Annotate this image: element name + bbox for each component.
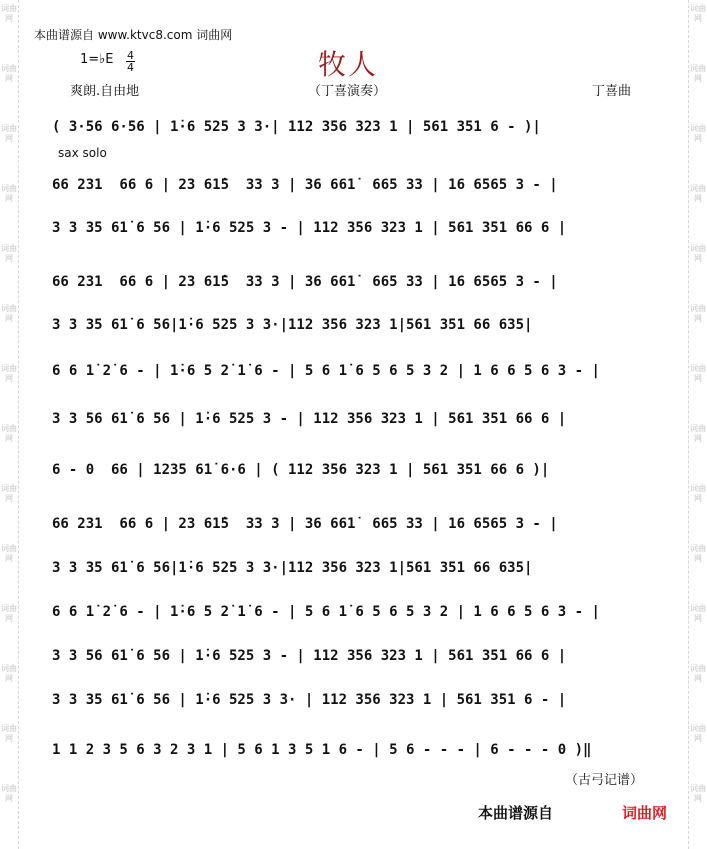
notation-row: 6 - 0 66 | 1235 61̇ 6·6 | ( 112 356 323 1 | 561 351 66 6 )| <box>52 462 550 478</box>
watermark-text: 词曲网 <box>1 664 17 683</box>
left-margin-watermark <box>0 0 19 849</box>
watermark-text: 词曲网 <box>1 484 17 503</box>
watermark-text: 词曲网 <box>690 4 706 23</box>
watermark-text: 词曲网 <box>1 424 17 443</box>
watermark-text: 词曲网 <box>1 604 17 623</box>
notation-row: 66 231 66 6 | 23 61̇5 33 3 | 36 661̇ 665 33 | 16 6565 3 - | <box>52 177 558 193</box>
watermark-text: 词曲网 <box>690 244 706 263</box>
notation-row: 3 3 56 61̇ 6 56 | 1̇·6 525 3 - | 112 356 323 1 | 561 351 66 6 | <box>52 648 567 664</box>
notation-row: 6 6 1̇ 2̇ 6 - | 1̇·6 5 2̇ 1̇ 6 - | 5 6 1̇ 6 5 6 5 3 2 | 1 6 6 5 6 3 - | <box>52 604 600 620</box>
watermark-text: 词曲网 <box>1 244 17 263</box>
watermark-text: 词曲网 <box>690 724 706 743</box>
notation-row: 3 3 35 61̇ 6 56 | 1̇·6 525 3 - | 112 356 323 1 | 561 351 66 6 | <box>52 220 567 236</box>
watermark-text: 词曲网 <box>1 304 17 323</box>
notation-row: 6 6 1̇ 2̇ 6 - | 1̇·6 5 2̇ 1̇ 6 - | 5 6 1̇ 6 5 6 5 3 2 | 1 6 6 5 6 3 - | <box>52 363 600 379</box>
tempo-marking: 爽朗.自由地 <box>70 84 140 99</box>
notation-row: 1 1 2 3 5 6 3 2 3 1 | 5 6 1 3 5 1 6 - | 5 6 - - - | 6 - - - 0 )‖ <box>52 742 592 758</box>
notation-row: 66 231 66 6 | 23 61̇5 33 3 | 36 661̇ 665 33 | 16 6565 3 - | <box>52 516 558 532</box>
watermark-text: 词曲网 <box>1 184 17 203</box>
notation-row: 3 3 35 61̇ 6 56|1̇·6 525 3 3·|112 356 323 1|561 351 66 635| <box>52 560 533 576</box>
right-margin-watermark <box>688 0 707 849</box>
watermark-text: 词曲网 <box>690 64 706 83</box>
composer: 丁喜曲 <box>592 84 632 99</box>
watermark-text: 词曲网 <box>690 604 706 623</box>
notation-row: 3 3 35 61̇ 6 56 | 1̇·6 525 3 3· | 112 356 323 1 | 561 351 6 - | <box>52 692 567 708</box>
song-title: 牧人 <box>318 48 379 81</box>
watermark-text: 词曲网 <box>1 544 17 563</box>
watermark-text: 词曲网 <box>690 184 706 203</box>
meter-bottom: 4 <box>127 61 134 74</box>
transcriber-note: （古弓记谱） <box>565 773 644 788</box>
performer: （丁喜演奏） <box>308 84 387 99</box>
notation-row: 3 3 35 61̇ 6 56|1̇·6 525 3 3·|112 356 323 1|561 351 66 635| <box>52 317 533 333</box>
watermark-text: 词曲网 <box>1 364 17 383</box>
instrument-note: sax solo <box>58 146 107 160</box>
notation-row: 3 3 56 61̇ 6 56 | 1̇·6 525 3 - | 112 356 323 1 | 561 351 66 6 | <box>52 411 567 427</box>
watermark-text: 词曲网 <box>1 64 17 83</box>
footer-site-link[interactable]: 词曲网 <box>622 804 668 822</box>
watermark-text: 词曲网 <box>690 124 706 143</box>
watermark-text: 词曲网 <box>1 724 17 743</box>
notation-row: 66 231 66 6 | 23 61̇5 33 3 | 36 661̇ 665 33 | 16 6565 3 - | <box>52 274 558 290</box>
site-header: 本曲谱源自 www.ktvc8.com 词曲网 <box>34 28 233 42</box>
footer-source: 本曲谱源自 <box>478 804 554 822</box>
watermark-text: 词曲网 <box>690 424 706 443</box>
watermark-text: 词曲网 <box>690 784 706 803</box>
watermark-text: 词曲网 <box>690 484 706 503</box>
key-signature: 1=♭E <box>80 52 114 67</box>
watermark-text: 词曲网 <box>690 544 706 563</box>
watermark-text: 词曲网 <box>1 4 17 23</box>
meter-top: 4 <box>127 49 134 62</box>
time-signature <box>126 50 135 73</box>
watermark-text: 词曲网 <box>690 304 706 323</box>
watermark-text: 词曲网 <box>1 124 17 143</box>
notation-row: ( 3·56 6·56 | 1̇·6 525 3 3·| 112 356 323 1 | 561 351 6 - )| <box>52 119 541 135</box>
watermark-text: 词曲网 <box>1 784 17 803</box>
watermark-text: 词曲网 <box>690 664 706 683</box>
watermark-text: 词曲网 <box>690 364 706 383</box>
